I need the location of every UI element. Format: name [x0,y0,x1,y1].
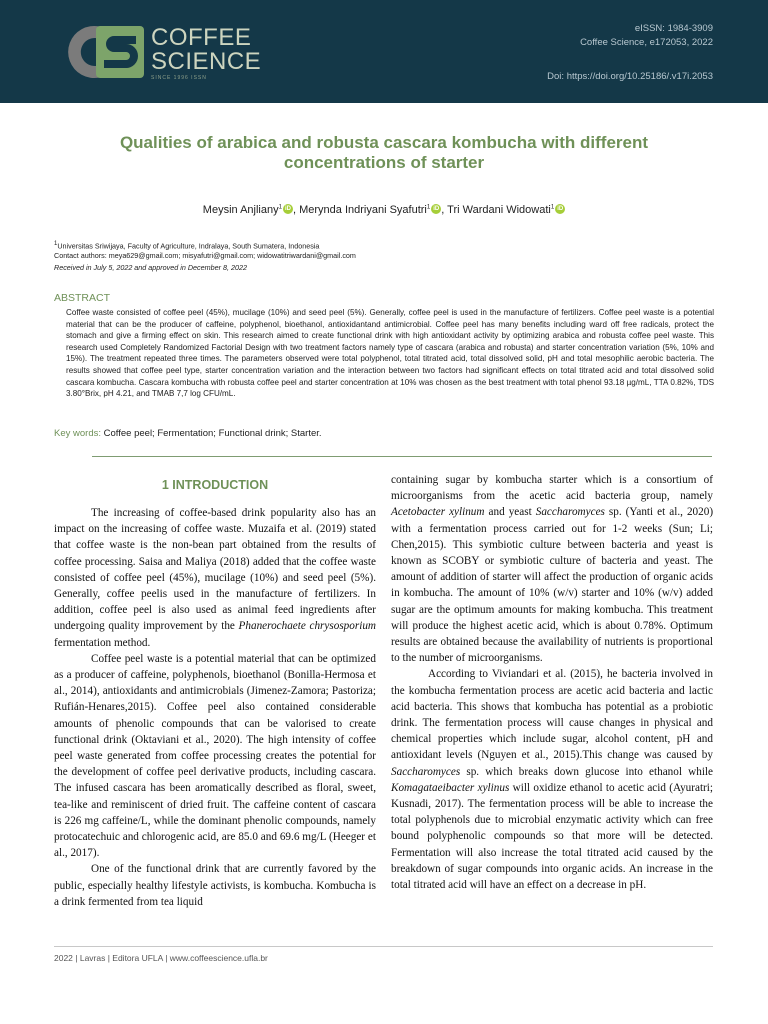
paragraph-text: and yeast [488,506,532,519]
paper-title: Qualities of arabica and robusta cascara kombucha with different concentrations of starter [119,133,649,172]
paragraph [391,472,713,666]
footer-divider [54,946,713,947]
paragraph: Coffee peel waste is a potential material that can be optimized as a producer of caffeine, polyphenols, bioethanol (Bonilla-Hermosa et al., 2014), antioxidants and antimicrobials (Jimenez-Zamora; Pastoriza; Rufián-Henares,2015). Coffee peel also contained considerable amounts of phenolic compounds that can be valorised to create functional drink (Oktaviani et al., 2020). The high intensity of coffee peel waste generated from coffee processing creates the potential for the development of coffee peel derivative products, including cascara. The infused cascara has been aromatically described as floral, sweet, tea-like and reminiscent of dried fruit. The caffeine content of cascara is 226 mg caffeine/L, while the dominant phenolic compounds, namely protocatechuic and chlorogenic acid, are 85.0 and 69.6 mg/L (Heeger et al., 2017). [54,652,376,860]
species-name: Komagataeibacter xylinus [391,781,510,794]
author-list: Meysin Anjliany$^1$ iD , Merynda Indriyani Syafutri$^1$ iD , Tri Wardani Widowati$^1$ iD [202,204,564,216]
contact-authors: Contact authors: meya629@gmail.com; misyafutri@gmail.com; widowatitriwardani@gmail.com [54,251,356,260]
right-column [391,472,713,893]
author-affil-sup: 1 [278,204,282,211]
keywords-text: Coffee peel; Fermentation; Functional drink; Starter. [103,428,322,439]
author-name: Tri Wardani Widowati [447,204,551,216]
eissn: eISSN: 1984-3909 [634,23,713,34]
paragraph-text: containing sugar by kombucha starter which is a consortium of microorganisms from the acetic acid bacteria group, namely [391,474,713,503]
orcid-icon[interactable]: iD [433,206,440,212]
orcid-icon[interactable]: iD [557,206,564,212]
logo-word-science: SCIENCE [151,48,262,75]
journal-header [0,0,768,103]
left-column [54,505,376,910]
affiliation-sup: 1 [54,241,58,247]
abstract-text: Coffee waste consisted of coffee peel (45%), mucilage (10%) and seed peel (5%). Generally, coffee peel is used in the manufacture of fertilizers. Coffee peel waste is a potential material that can be the producer of caffeine, polyphenol, bioethanol, antioxidantand antimicrobial. Coffee peel has many benefits including ward off free radicals, protect the stomach and give a firming effect on skin. This research aimed to create functional drink with high antioxidant activity by optimizing arabica and robusta coffee peel waste. This research used Completely Randomized Factorial Design with two treatment factors namely type of cascara (arabica and robusta) and starter concentration variation (5%, 10% and 15%). The treatment repeated three times. The parameters observed were total polyphenol, total titrated acid, total dissolved solid, pH and total mesophilic aerobic bacteria. The results showed that coffee peel type, starter concentration variation and the interaction between two factors had significant effects on total titrated acid and total dissolved solid cascara kombucha. Cascara kombucha with robusta coffee peel and starter concentration at 10% was chosen as the best treatment with total phenol 93.18 µg/mL, TTA 0.82%, TDS 3.80°Brix, pH 4.21, and TMAB 7,7 log CFU/mL. [66,308,714,399]
coffee-science-logo [54,20,262,84]
logo-since: SINCE 1996 ISSN [151,75,207,81]
affiliation-text: Universitas Sriwijaya, Faculty of Agriculture, Indralaya, South Sumatera, Indonesia [57,241,320,251]
paragraph-text: will oxidize ethanol to acetic acid (Ayuratri; Kusnadi, 2017). The fermentation process will be able to increase the total polyphenols due to microbial enzymatic activity which can free bound polyphenolic compounds so that more will be detected. Fermentation will also increase the total titrated acid caused by the breakdown of sugar compounds into organic acids. An increase in the total titrated acid will have an effect on a decrease in pH. [391,781,714,892]
abstract-heading: ABSTRACT [54,292,111,304]
paragraph-text: sp. which breaks down glucose into ethanol while [466,765,713,778]
paragraph-text: fermentation method. [54,636,151,649]
author-affil-sup: 1 [426,204,431,211]
paragraph [54,505,376,651]
author-name: Meysin Anjliany [202,204,279,216]
paragraph: One of the functional drink that are currently favored by the public, especially healthy lifestyle activists, is kombucha. Kombucha is a drink fermented from tea liquid [54,863,376,908]
species-name: Saccharomyces [391,765,461,778]
paragraph [391,666,713,893]
author-affil-sup: 1 [550,204,555,211]
orcid-icon[interactable]: iD [284,206,291,212]
species-name: Acetobacter xylinum [391,506,485,519]
affiliation [54,239,319,251]
paragraph-text: sp. (Yanti et al., 2020) with a fermentation process carried out for 1-2 weeks (Sun; Li; Chen,2015). This symbiotic culture between bacteria and yeast is known as SCOBY or symbiotic culture of bacteria and yeast. The amount of addition of starter will affect the production of organic acids in kombucha. The amount of 10% (w/v) starter and 10% (w/v) added sugar are the optimum amounts for making kombucha. This treatment will produce the highest acetic acid, which is about 0.78%. Optimum results are obtained because the availability of nutrients is proportional to the number of microorganisms. [391,506,714,665]
paragraph-text: According to Viviandari et al. (2015), he bacteria involved in the kombucha fermentation process are acetic acid bacteria and lactic acid bacteria. This shows that kombucha has potential as a probiotic drink. The fermentation process will cause changes in physical and chemical properties which include sugar, alcohol content, pH and antioxidant levels (Nguyen et al., 2015).This change was caused by [391,668,713,762]
journal-reference: Coffee Science, e172053, 2022 [580,37,713,48]
paragraph-text: The increasing of coffee-based drink popularity also has an impact on the increasing of coffee waste. Muzaifa et al. (2019) stated that coffee waste is the non-bean part obtained from the results of coffee processing. Saisa and Maliya (2018) added that the coffee waste consisted of coffee peel (45%), mucilage (10%) and seed peel (5%). Generally, coffee peelis used in the manufacture of fertilizers. In addition, coffee peel is also used as animal feed ingredients after undergoing quality improvement by the [54,507,376,633]
page-footer: 2022 | Lavras | Editora UFLA | www.coffeescience.ufla.br [54,953,268,963]
doi-link[interactable]: Doi: https://doi.org/10.25186/.v17i.2053 [547,71,713,82]
keywords-label: Key words: [54,428,101,439]
keywords [54,428,322,439]
species-name: Saccharomyces [535,506,605,519]
author-name: Merynda Indriyani Syafutri [299,204,427,216]
logo-word-coffee: COFFEE [151,24,252,51]
cs-logo-icon [54,20,150,84]
received-date: Received in July 5, 2022 and approved in December 8, 2022 [54,263,247,272]
species-name: Phanerochaete chrysosporium [238,620,376,633]
section-divider [92,456,712,457]
section-heading: 1 INTRODUCTION [161,478,269,492]
